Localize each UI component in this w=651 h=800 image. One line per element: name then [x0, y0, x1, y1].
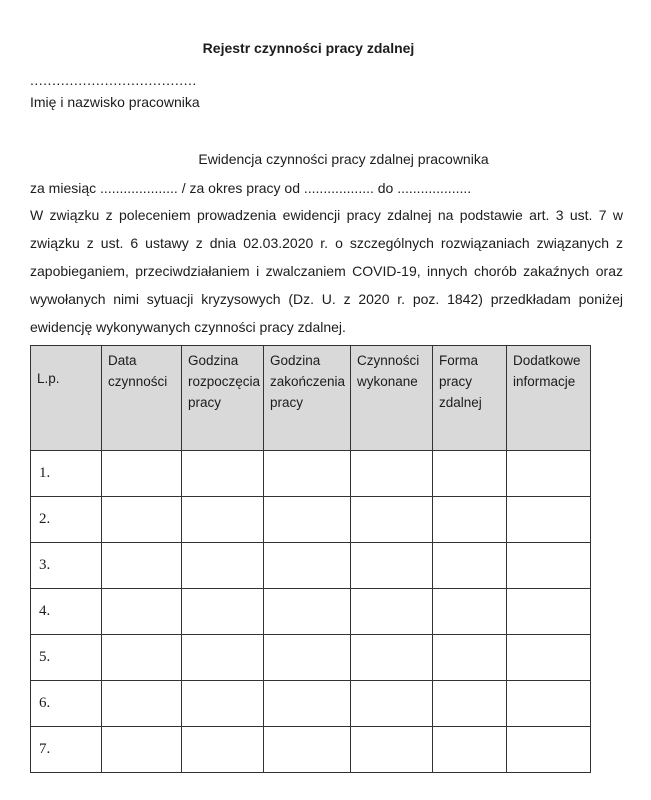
- empty-cell: [351, 451, 433, 497]
- row-number-cell: 2.: [31, 497, 102, 543]
- empty-cell: [102, 451, 182, 497]
- empty-cell: [351, 497, 433, 543]
- empty-cell: [507, 635, 591, 681]
- header-cell-data-czynnosci: Data czynności: [102, 346, 182, 451]
- row-number-cell: 1.: [31, 451, 102, 497]
- empty-cell: [182, 497, 264, 543]
- paragraph-line: związku z ust. 6 ustawy z dnia 02.03.2020 r. o szczególnych rozwiązaniach związanych z: [30, 235, 623, 251]
- empty-cell: [182, 589, 264, 635]
- empty-cell: [433, 635, 507, 681]
- empty-cell: [433, 497, 507, 543]
- table-row: [31, 543, 591, 589]
- empty-cell: [182, 543, 264, 589]
- empty-cell: [264, 497, 351, 543]
- empty-cell: [264, 451, 351, 497]
- empty-cell: [433, 727, 507, 773]
- row-number-cell: 6.: [31, 681, 102, 727]
- empty-cell: [264, 681, 351, 727]
- paragraph-line: zapobieganiem, przeciwdziałaniem i zwalczaniem COVID-19, innych chorób zakaźnych oraz: [30, 263, 623, 279]
- empty-cell: [264, 727, 351, 773]
- row-number-cell: 5.: [31, 635, 102, 681]
- empty-cell: [264, 635, 351, 681]
- empty-cell: [351, 727, 433, 773]
- header-cell-lp: [31, 346, 102, 451]
- table-row: [31, 681, 591, 727]
- header-cell-forma-pracy: Forma pracy zdalnej: [433, 346, 507, 451]
- paragraph-line: wywołanych nimi sytuacji kryzysowych (Dz. U. z 2020 r. poz. 1842) przedkładam poniżej: [30, 291, 623, 307]
- row-number-cell: 7.: [31, 727, 102, 773]
- empty-cell: [507, 727, 591, 773]
- header-label: L.p.: [37, 371, 60, 386]
- empty-cell: [433, 681, 507, 727]
- empty-cell: [264, 589, 351, 635]
- empty-cell: [102, 543, 182, 589]
- name-fill-in-line: ......................................: [30, 72, 197, 88]
- document-title: Rejestr czynności pracy zdalnej: [202, 40, 415, 56]
- header-cell-godzina-rozpoczecia: Godzina rozpoczęcia pracy: [182, 346, 264, 451]
- empty-cell: [351, 681, 433, 727]
- document-subtitle: Ewidencja czynności pracy zdalnej pracownika: [198, 151, 489, 167]
- empty-cell: [433, 451, 507, 497]
- empty-cell: [182, 451, 264, 497]
- empty-cell: [351, 589, 433, 635]
- empty-cell: [264, 543, 351, 589]
- empty-cell: [102, 497, 182, 543]
- empty-cell: [507, 681, 591, 727]
- row-number-cell: 4.: [31, 589, 102, 635]
- period-fill-in-line: za miesiąc .................... / za okres pracy od .................. do ...................: [30, 180, 472, 196]
- header-cell-czynnosci-wykonane: Czynności wykonane: [351, 346, 433, 451]
- table-row: [31, 497, 591, 543]
- empty-cell: [507, 589, 591, 635]
- empty-cell: [433, 589, 507, 635]
- table-row: [31, 635, 591, 681]
- activity-register-table: [30, 345, 591, 773]
- empty-cell: [102, 635, 182, 681]
- table-row: [31, 451, 591, 497]
- empty-cell: [102, 727, 182, 773]
- row-number-cell: 3.: [31, 543, 102, 589]
- paragraph-line: ewidencję wykonywanych czynności pracy zdalnej.: [30, 319, 346, 335]
- header-cell-dodatkowe-informacje: Dodatkowe informacje: [507, 346, 591, 451]
- table-row: [31, 727, 591, 773]
- name-label: Imię i nazwisko pracownika: [30, 94, 200, 110]
- table-row: [31, 589, 591, 635]
- empty-cell: [433, 543, 507, 589]
- empty-cell: [507, 497, 591, 543]
- empty-cell: [182, 681, 264, 727]
- header-cell-godzina-zakonczenia: Godzina zakończenia pracy: [264, 346, 351, 451]
- empty-cell: [507, 543, 591, 589]
- empty-cell: [351, 635, 433, 681]
- table-header-row: [31, 346, 591, 451]
- empty-cell: [102, 681, 182, 727]
- legal-paragraph: [30, 201, 623, 341]
- empty-cell: [351, 543, 433, 589]
- paragraph-line: W związku z poleceniem prowadzenia ewidencji pracy zdalnej na podstawie art. 3 ust. 7 w: [30, 207, 623, 223]
- empty-cell: [182, 635, 264, 681]
- empty-cell: [182, 727, 264, 773]
- empty-cell: [102, 589, 182, 635]
- empty-cell: [507, 451, 591, 497]
